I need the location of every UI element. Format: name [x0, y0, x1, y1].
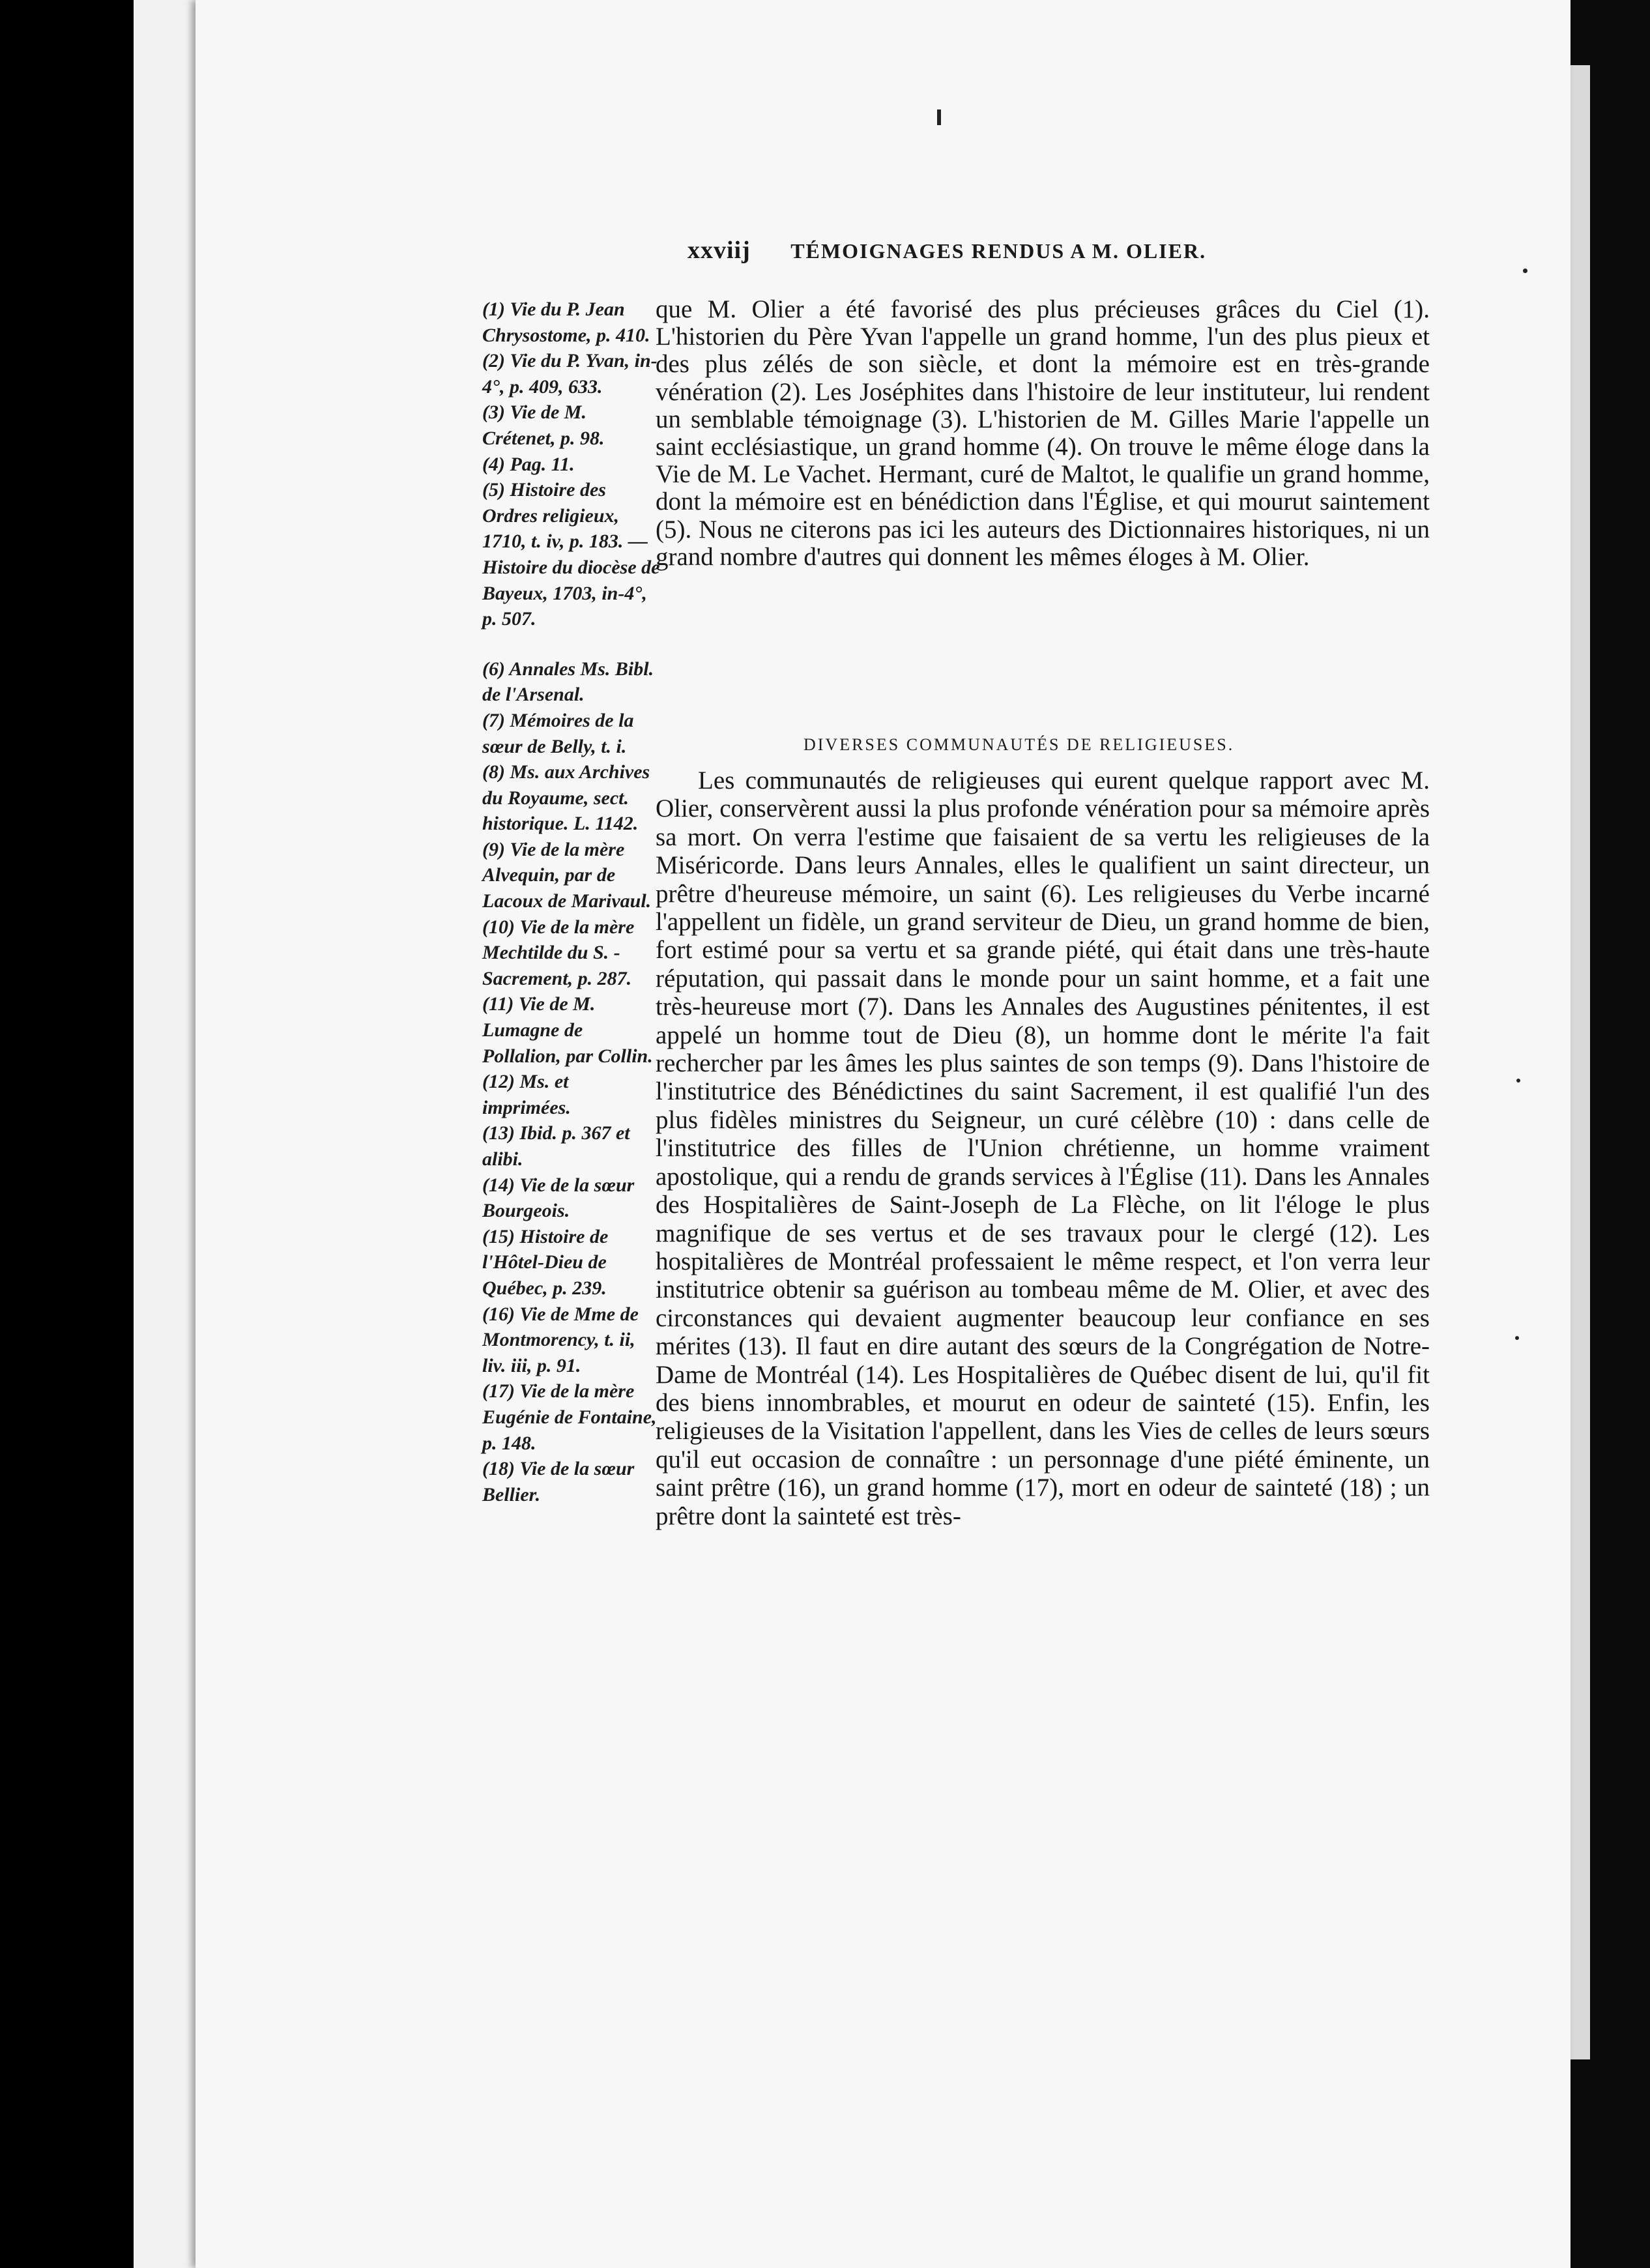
- paragraph: Les communautés de religieuses qui eurent quelque rapport avec M. Olier, conservèrent aussi la plus profonde vénération pour sa mémoire après sa mort. On verra l'estime que faisaient de sa vertu les religieuses de la Miséricorde. Dans leurs Annales, elles le qualifient un saint directeur, un prêtre d'heureuse mémoire, un saint (6). Les religieuses du Verbe incarné l'appellent un fidèle, un grand serviteur de Dieu, un grand homme de bien, fort estimé pour sa vertu et sa grande piété, qui était dans une très-haute réputation, qui passait dans le monde pour un saint homme, et a fait une très-heureuse mort (7). Dans les Annales des Augustines pénitentes, il est appelé un homme tout de Dieu (8), un homme dont le mérite l'a fait rechercher par les âmes les plus saintes de son temps (9). Dans l'histoire de l'institutrice des Bénédictines du saint Sacrement, il est qualifié l'un des plus fidèles ministres du Seigneur, un curé célèbre (10) : dans celle de l'institutrice des filles de l'Union chrétienne, un homme vraiment apostolique, qui a rendu de grands services à l'Église (11). Dans les Annales des Hospitalières de Saint-Joseph de La Flèche, on lit l'éloge le plus magnifique de ses vertus et de ses travaux pour le clergé (12). Les hospitalières de Montréal professaient le même respect, et l'on verra leur institutrice obtenir sa guérison au tombeau même de M. Olier, et avec des circonstances qui devaient augmenter beaucoup leur confiance en ses mérites (13). Il faut en dire autant des sœurs de la Congrégation de Notre-Dame de Montréal (14). Les Hospitalières de Québec disent de lui, qu'il fit des biens innombrables, et mourut en odeur de sainteté (15). Enfin, les religieuses de la Visitation l'appellent, dans les Vies de celles de leurs sœurs qu'il eut occasion de connaître : un personnage d'une piété éminente, un saint prêtre (16), un grand homme (17), mort en odeur de sainteté (18) ; un prêtre dont la sainteté est très-: [656, 766, 1430, 1530]
- section-heading: DIVERSES COMMUNAUTÉS DE RELIGIEUSES.: [803, 735, 1235, 754]
- margin-note: (18) Vie de la sœur Bellier.: [482, 1458, 635, 1505]
- margin-note: (16) Vie de Mme de Montmorency, t. ii, liv. iii, p. 91.: [482, 1303, 639, 1376]
- page-number: xxviij: [688, 237, 751, 264]
- margin-note: (13) Ibid. p. 367 et alibi.: [482, 1122, 630, 1170]
- margin-note: (17) Vie de la mère Eugénie de Fontaine, p. 148.: [482, 1380, 657, 1454]
- margin-note: (7) Mémoires de la sœur de Belly, t. i.: [482, 709, 634, 757]
- margin-note: (3) Vie de M. Crétenet, p. 98.: [482, 401, 605, 449]
- margin-note: (15) Histoire de l'Hôtel-Dieu de Québec, p. 239.: [482, 1225, 609, 1299]
- margin-note: (4) Pag. 11.: [482, 453, 575, 475]
- body-paragraph-1: [656, 296, 1430, 571]
- margin-note: (2) Vie du P. Yvan, in-4°, p. 409, 633.: [482, 350, 658, 398]
- margin-note: (12) Ms. et imprimées.: [482, 1071, 571, 1118]
- body-paragraph-2: [656, 766, 1430, 1530]
- paragraph: que M. Olier a été favorisé des plus précieuses grâces du Ciel (1). L'historien du Père Yvan l'appelle un grand homme, l'un des plus pieux et des plus zélés de son siècle, et dont la mémoire est en très-grande vénération (2). Les Joséphites dans l'histoire de leur instituteur, lui rendent un semblable témoignage (3). L'historien de M. Gilles Marie l'appelle un saint ecclésiastique, un grand homme (4). On trouve le même éloge dans la Vie de M. Le Vachet. Hermant, curé de Maltot, le qualifie un grand homme, dont la mémoire est en bénédiction dans l'Église, et qui mourut saintement (5). Nous ne citerons pas ici les auteurs des Dictionnaires historiques, ni un grand nombre d'autres qui donnent les mêmes éloges à M. Olier.: [656, 295, 1430, 571]
- margin-note: (6) Annales Ms. Bibl. de l'Arsenal.: [482, 658, 654, 706]
- ink-mark: [937, 109, 941, 125]
- margin-note: (9) Vie de la mère Alvequin, par de Lacoux de Marivaul.: [482, 838, 652, 912]
- ink-speck: [1515, 1336, 1519, 1340]
- running-head: [688, 236, 1326, 265]
- ink-speck: [1523, 269, 1527, 273]
- margin-note: (1) Vie du P. Jean Chrysostome, p. 410.: [482, 298, 650, 346]
- margin-notes: [482, 297, 661, 1507]
- margin-note: (10) Vie de la mère Mechtilde du S. - Sacrement, p. 287.: [482, 916, 635, 989]
- running-title: TÉMOIGNAGES RENDUS A M. OLIER.: [790, 239, 1207, 263]
- margin-note: (8) Ms. aux Archives du Royaume, sect. historique. L. 1142.: [482, 761, 650, 835]
- margin-note: (14) Vie de la sœur Bourgeois.: [482, 1174, 635, 1222]
- margin-note: (5) Histoire des Ordres religieux, 1710, t. iv, p. 183. — Histoire du diocèse de Bayeux, 1703, in-4°, p. 507.: [482, 479, 660, 630]
- margin-note: (11) Vie de M. Lumagne de Pollalion, par Collin.: [482, 993, 653, 1067]
- ink-speck: [1516, 1079, 1520, 1083]
